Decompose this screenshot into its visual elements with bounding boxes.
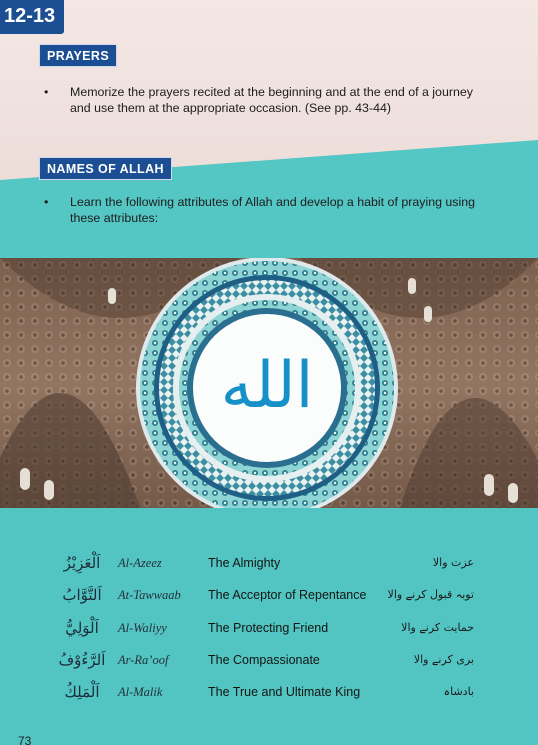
names-text-line1: Learn the following attributes of Allah and develop a habit of praying using [70,195,476,209]
transliteration: Al-Malik [118,685,163,699]
english-meaning: The Almighty [208,556,281,570]
transliteration: Al-Azeez [118,556,162,570]
arabic-name: اَلْعَزِيْزُ [63,554,101,572]
prayers-bullet-item [44,84,514,118]
english-meaning: The Protecting Friend [208,621,329,635]
urdu-meaning: حمایت کرنے والا [401,621,474,634]
arabic-name: اَلْوَلِيُّ [65,619,99,637]
transliteration: Al-Waliyy [118,621,167,635]
prayers-text-line1: Memorize the prayers recited at the beginning and at the end of a journey [70,85,473,99]
attribute-row [0,683,538,707]
attribute-row [0,651,538,675]
urdu-meaning: بری کرنے والا [413,653,474,666]
attribute-row [0,586,538,610]
english-meaning: The True and Ultimate King [208,685,361,699]
page-number: 73 [18,734,32,745]
names-heading: NAMES OF ALLAH [39,157,172,180]
arabic-name: اَلْمَلِكُ [64,683,100,701]
arabic-name: اَلتَّوَّابُ [62,586,102,604]
allah-calligraphy: الله [220,349,314,423]
names-text-line2: these attributes: [70,211,159,225]
arabic-name: اَلرَّءُوْفُ [58,651,106,669]
prayers-heading: PRAYERS [39,44,117,67]
attribute-row [0,619,538,643]
english-meaning: The Compassionate [208,653,320,667]
urdu-meaning: توبہ قبول کرنے والا [387,588,474,601]
urdu-meaning: عزت والا [432,556,474,569]
attribute-row [0,554,538,578]
transliteration: Ar-Ra’oof [118,653,169,667]
section-number: 12-13 [0,0,64,34]
urdu-meaning: بادشاہ [443,685,474,698]
prayers-text-line2: and use them at the appropriate occasion. (See pp. 43-44) [70,101,391,115]
names-bullet-item [44,194,514,228]
bullet-dot: • [44,195,49,209]
bullet-dot: • [44,85,49,99]
transliteration: At-Tawwaab [118,588,181,602]
english-meaning: The Acceptor of Repentance [208,588,367,602]
